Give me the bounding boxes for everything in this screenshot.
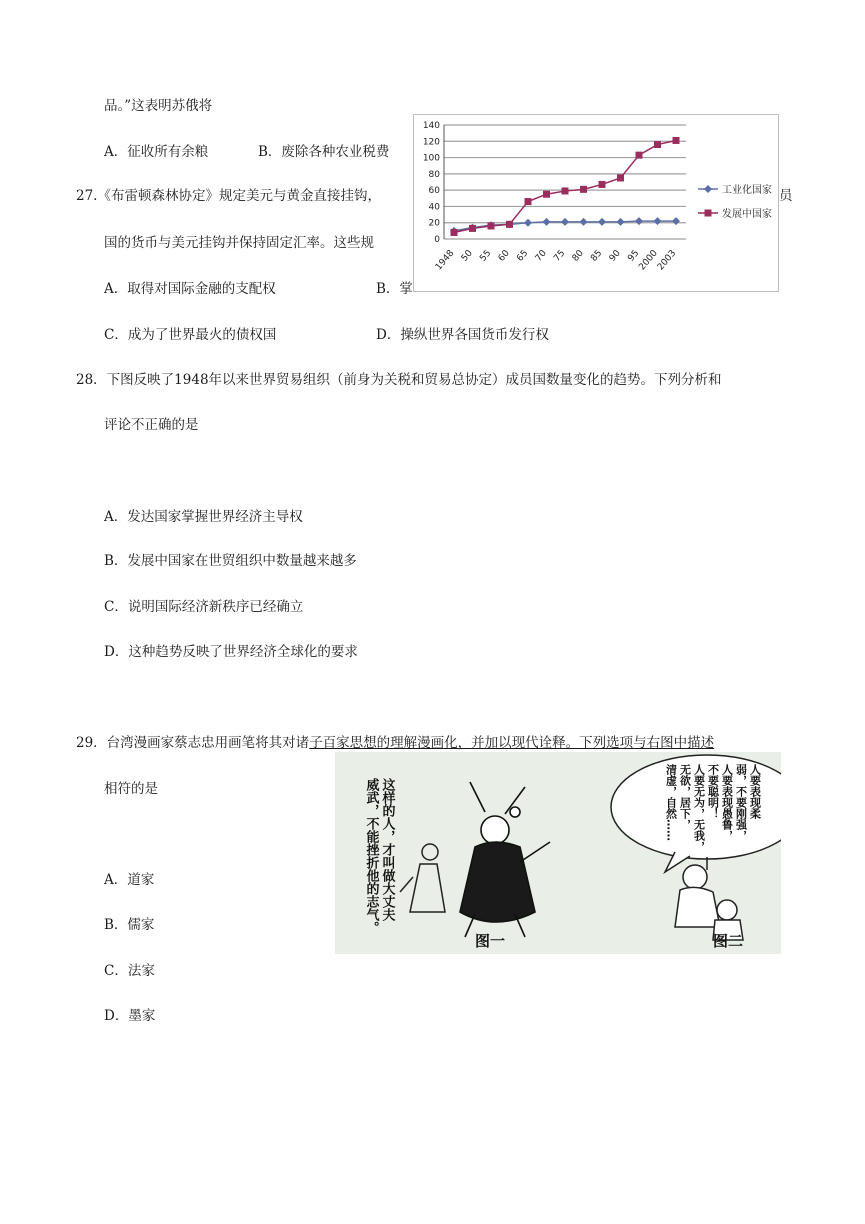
- q28-option-d: D．这种趋势反映了世界经济全球化的要求: [104, 644, 358, 660]
- q28-stem-line1: 28．下图反映了1948年以来世界贸易组织（前身为关税和贸易总协定）成员国数量变化的趋势。下列分析和: [76, 372, 722, 388]
- chart-y-tick-label: 100: [422, 153, 440, 164]
- chart-legend-marker: [705, 210, 712, 217]
- q27-option-b: B．掌: [376, 281, 413, 297]
- q29-option-a: A．道家: [104, 872, 155, 888]
- cartoon1-text-col2: 威武，不能挫折他的志气。: [363, 778, 379, 934]
- cartoon2-bubble-col: 人要表现愚鲁，: [720, 764, 734, 841]
- chart-svg: [414, 115, 778, 291]
- chart-x-tick-label: 85: [589, 248, 605, 264]
- q26-option-a: A．征收所有余粮: [104, 144, 209, 160]
- cartoon2-bubble-col: 弱，不要刚强，: [734, 764, 748, 841]
- cartoon1-text-col1: 这样的人，才叫做大丈夫: [379, 778, 395, 921]
- chart-point: [673, 137, 680, 144]
- chart-y-tick-label: 40: [428, 202, 440, 213]
- chart-point: [654, 217, 662, 225]
- q29-option-b: B．儒家: [104, 917, 155, 933]
- q27-option-c: C．成为了世界最火的债权国: [104, 327, 277, 343]
- q28-option-a: A．发达国家掌握世界经济主导权: [104, 509, 303, 525]
- q29-stem-underlined: 子百家思想的理解漫画化，并加以现代诠释。下列选项与右图中描述: [309, 735, 715, 751]
- q26-line: 品。”这表明苏俄将: [104, 98, 213, 114]
- chart-x-tick-label: 2000: [637, 248, 660, 273]
- q28-stem-line2: 评论不正确的是: [104, 417, 199, 433]
- chart-point: [561, 218, 569, 226]
- chart-x-tick-label: 95: [626, 248, 642, 264]
- wto-members-chart: [413, 114, 779, 292]
- chart-y-tick-label: 0: [434, 235, 440, 245]
- chart-point: [580, 186, 587, 193]
- chart-legend-marker: [704, 185, 712, 193]
- chart-point: [451, 229, 458, 236]
- chart-point: [654, 141, 661, 148]
- chart-legend-label: 工业化国家: [722, 185, 772, 196]
- chart-point: [598, 218, 606, 226]
- chart-point: [524, 219, 532, 227]
- chart-x-tick-label: 75: [552, 248, 568, 264]
- cartoon-caption-2: 图二: [713, 932, 744, 950]
- q27-stem-line2: 国的货币与美元挂钩并保持固定汇率。这些规: [104, 235, 374, 251]
- chart-x-tick-label: 90: [607, 248, 623, 264]
- chart-point: [636, 152, 643, 159]
- cartoon2-bubble-col: 无欲，居下，: [678, 764, 692, 830]
- q28-option-c: C．说明国际经济新秩序已经确立: [104, 599, 304, 615]
- cartoon-svg: [335, 752, 781, 954]
- cartoon-caption-1: 图一: [475, 932, 506, 950]
- chart-point: [562, 187, 569, 194]
- chart-x-tick-label: 60: [496, 248, 512, 264]
- chart-point: [617, 174, 624, 181]
- chart-x-tick-label: 1948: [433, 248, 457, 273]
- chart-x-tick-label: 80: [570, 248, 586, 264]
- chart-y-tick-label: 140: [422, 121, 440, 131]
- cartoon2-figures: [675, 857, 743, 940]
- q29-stem-line1: [76, 734, 714, 752]
- chart-point: [580, 218, 588, 226]
- chart-x-tick-label: 50: [459, 248, 475, 264]
- chart-point: [506, 221, 513, 228]
- q27-stem-line1: 27.《布雷顿森林协定》规定美元与黄金直接挂钩，: [76, 188, 381, 204]
- cartoon1-attendant: [400, 844, 445, 912]
- cartoon2-bubble-col: 人要无为，无我，: [692, 764, 706, 852]
- chart-x-tick-label: 65: [515, 248, 531, 264]
- q29-option-d: D．墨家: [104, 1008, 156, 1024]
- chart-x-tick-label: 70: [533, 248, 549, 264]
- q29-option-c: C．法家: [104, 963, 155, 979]
- q26-option-b: B．废除各种农业税费: [258, 144, 390, 160]
- cartoon1-warrior: [460, 782, 550, 937]
- chart-point: [672, 217, 680, 225]
- cartoon2-bubble-col: 清虚，自然……: [664, 764, 678, 841]
- chart-y-tick-label: 80: [428, 169, 440, 180]
- chart-legend-label: 发展中国家: [722, 209, 772, 220]
- chart-point: [469, 225, 476, 232]
- chart-y-tick-label: 120: [422, 137, 440, 148]
- chart-point: [543, 218, 551, 226]
- q29-stem-line2: 相符的是: [104, 781, 158, 797]
- q27-option-d: D．操纵世界各国货币发行权: [376, 327, 549, 343]
- q28-option-b: B．发展中国家在世贸组织中数量越来越多: [104, 553, 357, 569]
- chart-x-tick-label: 2003: [655, 248, 679, 273]
- q29-stem-start: 29．台湾漫画家蔡志忠用画笔将其对诸: [76, 735, 310, 751]
- cartoon2-bubble-col: 不要聪明！: [706, 764, 720, 819]
- chart-point: [635, 217, 643, 225]
- cartoon-illustration: [335, 752, 781, 954]
- chart-point: [599, 181, 606, 188]
- cartoon2-bubble-col: 人要表现柔: [748, 764, 762, 819]
- chart-point: [617, 218, 625, 226]
- chart-y-tick-label: 20: [428, 218, 440, 229]
- q27-option-a: A．取得对国际金融的支配权: [104, 281, 276, 297]
- chart-x-tick-label: 55: [478, 248, 494, 264]
- chart-point: [488, 222, 495, 229]
- chart-y-tick-label: 60: [428, 186, 440, 197]
- chart-point: [525, 198, 532, 205]
- chart-point: [543, 191, 550, 198]
- q27-stem-line1-tail: 员: [779, 188, 793, 204]
